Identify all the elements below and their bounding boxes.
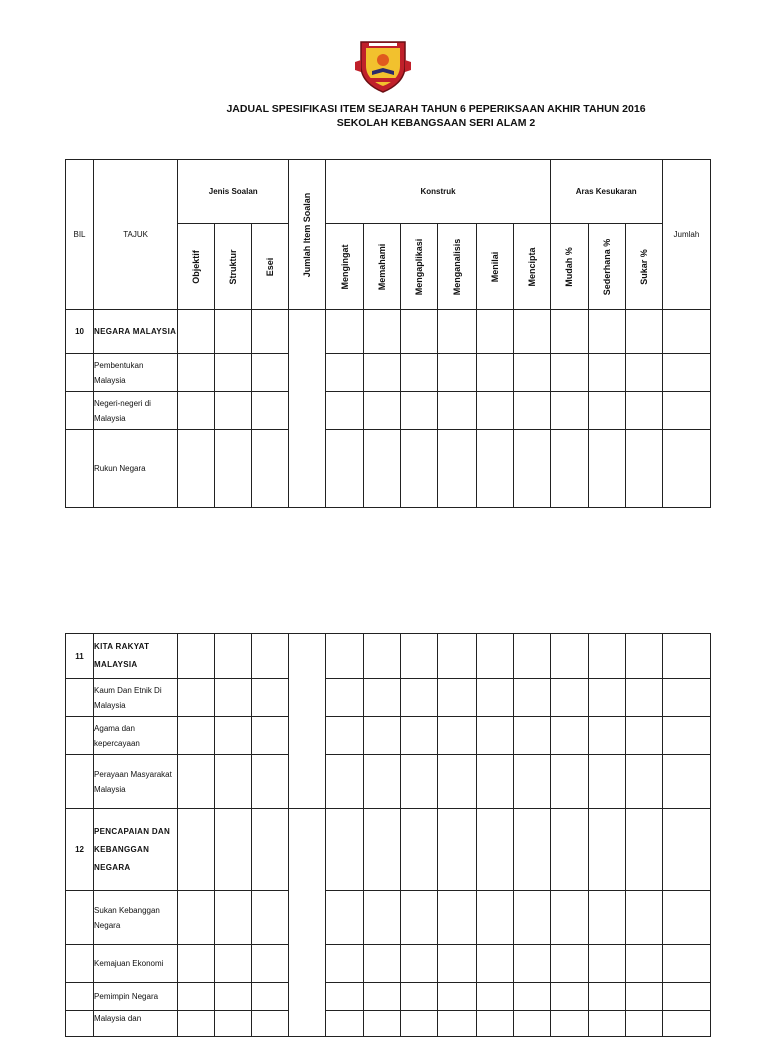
table-cell[interactable] xyxy=(438,392,476,430)
table-cell[interactable] xyxy=(550,392,588,430)
table-cell[interactable] xyxy=(364,945,401,983)
table-cell[interactable] xyxy=(438,430,476,508)
table-cell[interactable] xyxy=(178,755,215,809)
table-cell[interactable] xyxy=(178,430,215,508)
table-cell[interactable] xyxy=(662,634,710,679)
table-cell[interactable] xyxy=(662,891,710,945)
header-memahami: Memahami xyxy=(364,224,401,310)
table-cell[interactable] xyxy=(476,983,513,1011)
jumlah-item-cell[interactable] xyxy=(289,634,326,809)
subtopic: Rukun Negara xyxy=(94,430,178,508)
table-cell[interactable] xyxy=(401,717,438,755)
table-cell[interactable] xyxy=(588,392,625,430)
table-cell[interactable] xyxy=(252,634,289,679)
table-cell[interactable] xyxy=(662,945,710,983)
table-cell[interactable] xyxy=(662,430,710,508)
subtopic: Kemajuan Ekonomi xyxy=(94,945,178,983)
table-cell[interactable] xyxy=(513,755,550,809)
table-cell[interactable] xyxy=(625,430,662,508)
table-cell[interactable] xyxy=(476,679,513,717)
table-cell[interactable] xyxy=(550,983,588,1011)
table-cell[interactable] xyxy=(550,354,588,392)
table-cell[interactable] xyxy=(625,354,662,392)
table-cell[interactable] xyxy=(215,983,252,1011)
header-konstruk: Konstruk xyxy=(326,160,550,224)
table-row xyxy=(66,679,711,717)
table-cell[interactable] xyxy=(364,430,401,508)
table-cell[interactable] xyxy=(625,983,662,1011)
table-cell[interactable] xyxy=(326,717,364,755)
table-cell[interactable] xyxy=(588,310,625,354)
table-cell[interactable] xyxy=(252,310,289,354)
table-cell[interactable] xyxy=(550,634,588,679)
header-struktur: Struktur xyxy=(215,224,252,310)
jumlah-item-cell[interactable] xyxy=(289,310,326,508)
section-title: PENCAPAIAN DAN KEBANGGAN NEGARA xyxy=(94,809,178,891)
table-cell[interactable] xyxy=(513,945,550,983)
table-cell[interactable] xyxy=(401,679,438,717)
table-cell[interactable] xyxy=(438,634,476,679)
table-cell[interactable] xyxy=(252,983,289,1011)
table-cell[interactable] xyxy=(401,354,438,392)
table-cell[interactable] xyxy=(588,430,625,508)
table-cell[interactable] xyxy=(662,755,710,809)
table-cell[interactable] xyxy=(662,354,710,392)
table-cell[interactable] xyxy=(178,717,215,755)
header-sederhana: Sederhana % xyxy=(588,224,625,310)
table-cell[interactable] xyxy=(588,717,625,755)
subtopic: Agama dan kepercayaan xyxy=(94,717,178,755)
table-cell[interactable] xyxy=(364,634,401,679)
table-cell[interactable] xyxy=(513,891,550,945)
table-cell[interactable] xyxy=(252,891,289,945)
subtopic: Sukan Kebanggan Negara xyxy=(94,891,178,945)
subtopic: Malaysia dan xyxy=(94,1011,178,1037)
table-cell[interactable] xyxy=(476,891,513,945)
table-cell[interactable] xyxy=(438,717,476,755)
table-cell[interactable] xyxy=(401,634,438,679)
table-cell[interactable] xyxy=(662,310,710,354)
table-cell[interactable] xyxy=(625,679,662,717)
table-row xyxy=(66,634,711,679)
table-cell[interactable] xyxy=(588,945,625,983)
table-cell[interactable] xyxy=(252,945,289,983)
section-title: KITA RAKYAT MALAYSIA xyxy=(94,634,178,679)
table-cell[interactable] xyxy=(625,310,662,354)
table-row xyxy=(66,717,711,755)
table-cell[interactable] xyxy=(326,809,364,891)
table-cell[interactable] xyxy=(401,392,438,430)
table-cell[interactable] xyxy=(625,755,662,809)
table-cell[interactable] xyxy=(550,809,588,891)
page-title: JADUAL SPESIFIKASI ITEM SEJARAH TAHUN 6 PEPERIKSAAN AKHIR TAHUN 2016 xyxy=(226,103,646,115)
table-cell[interactable] xyxy=(438,891,476,945)
table-cell[interactable] xyxy=(326,430,364,508)
table-cell[interactable] xyxy=(401,310,438,354)
table-cell[interactable] xyxy=(252,755,289,809)
table-cell[interactable] xyxy=(550,717,588,755)
table-cell[interactable] xyxy=(476,430,513,508)
table-cell[interactable] xyxy=(215,354,252,392)
header-sukar: Sukar % xyxy=(625,224,662,310)
table-cell[interactable] xyxy=(252,679,289,717)
table-cell[interactable] xyxy=(252,717,289,755)
table-cell[interactable] xyxy=(364,354,401,392)
table-cell[interactable] xyxy=(625,945,662,983)
table-cell[interactable] xyxy=(476,717,513,755)
table-cell[interactable] xyxy=(252,354,289,392)
table-cell[interactable] xyxy=(662,717,710,755)
table-cell[interactable] xyxy=(476,809,513,891)
table-cell[interactable] xyxy=(178,634,215,679)
header-menilai: Menilai xyxy=(476,224,513,310)
table-cell[interactable] xyxy=(326,891,364,945)
table-cell[interactable] xyxy=(588,634,625,679)
table-cell[interactable] xyxy=(401,983,438,1011)
table-cell[interactable] xyxy=(326,983,364,1011)
table-cell[interactable] xyxy=(215,634,252,679)
table-cell[interactable] xyxy=(178,945,215,983)
table-cell[interactable] xyxy=(550,430,588,508)
table-row xyxy=(66,809,711,891)
header-jenis-soalan: Jenis Soalan xyxy=(178,160,289,224)
table-cell[interactable] xyxy=(625,891,662,945)
subtopic: Pembentukan Malaysia xyxy=(94,354,178,392)
header-objektif: Objektif xyxy=(178,224,215,310)
table-row xyxy=(66,983,711,1011)
table-cell[interactable] xyxy=(326,679,364,717)
table-cell[interactable] xyxy=(476,354,513,392)
table-cell[interactable] xyxy=(364,891,401,945)
table-cell[interactable] xyxy=(625,392,662,430)
table-cell[interactable] xyxy=(588,354,625,392)
table-cell[interactable] xyxy=(252,809,289,891)
table-cell[interactable] xyxy=(438,945,476,983)
table-cell[interactable] xyxy=(215,809,252,891)
table-cell[interactable] xyxy=(326,634,364,679)
school-crest-logo xyxy=(353,38,413,94)
table-cell[interactable] xyxy=(438,809,476,891)
header-menganalisis: Menganalisis xyxy=(438,224,476,310)
table-cell[interactable] xyxy=(513,430,550,508)
table-cell[interactable] xyxy=(178,310,215,354)
table-row xyxy=(66,945,711,983)
table-cell[interactable] xyxy=(364,717,401,755)
header-jumlah-item-soalan: Jumlah Item Soalan xyxy=(289,160,326,310)
header-tajuk: TAJUK xyxy=(94,160,178,310)
specification-table-part2 xyxy=(65,633,711,1037)
section-title: NEGARA MALAYSIA xyxy=(94,310,178,354)
table-cell[interactable] xyxy=(178,679,215,717)
header-mencipta: Mencipta xyxy=(513,224,550,310)
table-cell[interactable] xyxy=(326,392,364,430)
table-cell[interactable] xyxy=(364,755,401,809)
table-cell[interactable] xyxy=(326,945,364,983)
table-cell[interactable] xyxy=(252,392,289,430)
table-cell[interactable] xyxy=(178,983,215,1011)
table-cell[interactable] xyxy=(178,891,215,945)
table-cell[interactable] xyxy=(513,717,550,755)
header-aras-kesukaran: Aras Kesukaran xyxy=(550,160,662,224)
table-cell[interactable] xyxy=(625,717,662,755)
table-cell[interactable] xyxy=(513,392,550,430)
table-cell[interactable] xyxy=(401,430,438,508)
table-cell[interactable] xyxy=(550,891,588,945)
section-number: 11 xyxy=(66,634,94,679)
table-cell[interactable] xyxy=(438,679,476,717)
section-number: 12 xyxy=(66,809,94,891)
table-cell[interactable] xyxy=(326,354,364,392)
table-cell[interactable] xyxy=(625,809,662,891)
table-cell[interactable] xyxy=(364,392,401,430)
table-cell[interactable] xyxy=(513,634,550,679)
table-cell[interactable] xyxy=(588,891,625,945)
table-row xyxy=(66,354,711,392)
table-cell[interactable] xyxy=(215,717,252,755)
table-cell[interactable] xyxy=(476,310,513,354)
table-cell[interactable] xyxy=(513,354,550,392)
table-cell[interactable] xyxy=(178,809,215,891)
table-cell[interactable] xyxy=(513,809,550,891)
table-cell[interactable] xyxy=(215,310,252,354)
header-esei: Esei xyxy=(252,224,289,310)
section-number: 10 xyxy=(66,310,94,354)
subtopic: Negeri-negeri di Malaysia xyxy=(94,392,178,430)
table-cell[interactable] xyxy=(215,392,252,430)
table-cell[interactable] xyxy=(401,809,438,891)
table-cell[interactable] xyxy=(326,755,364,809)
table-cell[interactable] xyxy=(550,755,588,809)
table-cell[interactable] xyxy=(438,983,476,1011)
table-cell[interactable] xyxy=(215,945,252,983)
table-cell[interactable] xyxy=(476,392,513,430)
header-jumlah: Jumlah xyxy=(662,160,710,310)
table-cell[interactable] xyxy=(476,634,513,679)
table-cell[interactable] xyxy=(588,809,625,891)
table-cell[interactable] xyxy=(364,809,401,891)
table-cell[interactable] xyxy=(178,392,215,430)
table-cell[interactable] xyxy=(401,755,438,809)
table-row xyxy=(66,430,711,508)
table-cell[interactable] xyxy=(550,945,588,983)
table-cell[interactable] xyxy=(364,983,401,1011)
header-mengingat: Mengingat xyxy=(326,224,364,310)
table-cell[interactable] xyxy=(513,679,550,717)
table-cell[interactable] xyxy=(215,755,252,809)
table-cell[interactable] xyxy=(364,679,401,717)
table-cell[interactable] xyxy=(476,945,513,983)
specification-table-part1 xyxy=(65,159,711,508)
table-cell[interactable] xyxy=(401,945,438,983)
table-cell[interactable] xyxy=(588,983,625,1011)
table-cell[interactable] xyxy=(550,679,588,717)
table-cell[interactable] xyxy=(513,983,550,1011)
table-cell[interactable] xyxy=(662,809,710,891)
table-cell[interactable] xyxy=(588,679,625,717)
table-row xyxy=(66,755,711,809)
table-cell[interactable] xyxy=(550,310,588,354)
header-mudah: Mudah % xyxy=(550,224,588,310)
school-name-subtitle: SEKOLAH KEBANGSAAN SERI ALAM 2 xyxy=(336,117,536,129)
table-cell[interactable] xyxy=(178,354,215,392)
table-row xyxy=(66,392,711,430)
table-cell[interactable] xyxy=(215,891,252,945)
header-mengaplikasi: Mengaplikasi xyxy=(401,224,438,310)
table-cell[interactable] xyxy=(252,430,289,508)
table-cell[interactable] xyxy=(401,891,438,945)
subtopic: Pemimpin Negara xyxy=(94,983,178,1011)
table-cell[interactable] xyxy=(215,430,252,508)
jumlah-item-cell[interactable] xyxy=(289,809,326,1037)
table-cell[interactable] xyxy=(438,755,476,809)
table-cell[interactable] xyxy=(476,755,513,809)
table-row xyxy=(66,310,711,354)
table-cell[interactable] xyxy=(662,679,710,717)
table-cell[interactable] xyxy=(326,310,364,354)
table-cell[interactable] xyxy=(513,310,550,354)
table-cell[interactable] xyxy=(625,634,662,679)
subtopic: Kaum Dan Etnik Di Malaysia xyxy=(94,679,178,717)
table-cell[interactable] xyxy=(215,679,252,717)
table-cell[interactable] xyxy=(662,983,710,1011)
subtopic: Perayaan Masyarakat Malaysia xyxy=(94,755,178,809)
table-row xyxy=(66,891,711,945)
table-cell[interactable] xyxy=(364,310,401,354)
table-cell[interactable] xyxy=(588,755,625,809)
table-cell[interactable] xyxy=(662,392,710,430)
table-cell[interactable] xyxy=(438,310,476,354)
table-cell[interactable] xyxy=(438,354,476,392)
header-bil: BIL xyxy=(66,160,94,310)
